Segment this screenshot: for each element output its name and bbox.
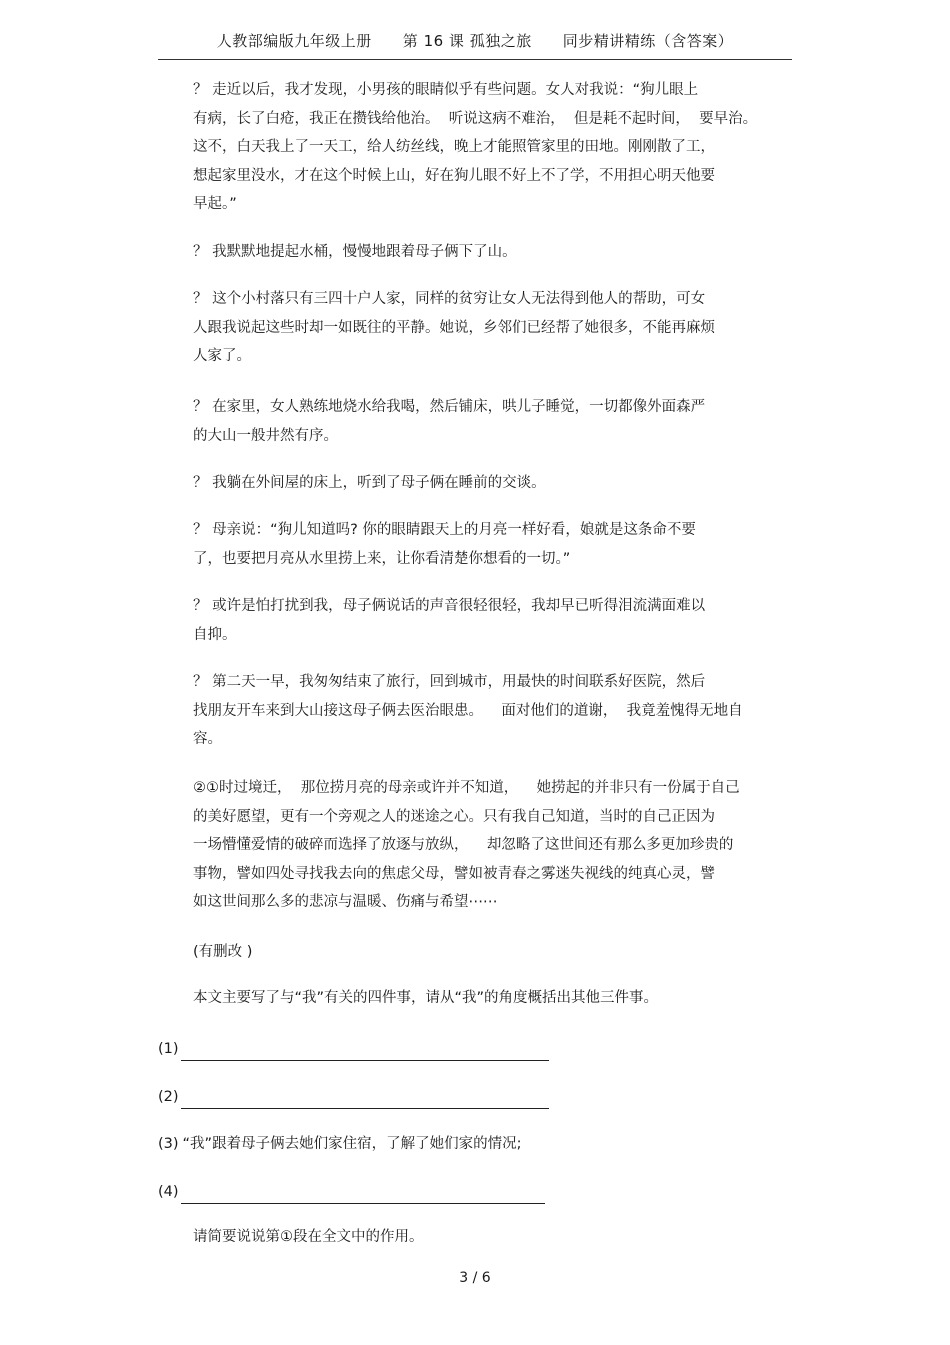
answer-blank[interactable] <box>181 1042 549 1061</box>
text-line: 人家了。 <box>193 348 251 364</box>
paragraph-5 <box>193 469 546 498</box>
text-line: 自抑。 <box>193 626 237 643</box>
paragraph-3 <box>193 285 715 371</box>
source-note <box>193 938 252 967</box>
answer-label: (1) <box>158 1041 179 1057</box>
text-line: ？ 我躺在外间屋的床上，听到了母子俩在睡前的交谈。 <box>193 475 546 491</box>
paragraph-4 <box>193 393 705 450</box>
paragraph-1 <box>193 76 757 219</box>
paragraph-6 <box>193 516 696 573</box>
answer-row-4 <box>158 1180 545 1204</box>
answer-label: (3) <box>158 1136 179 1152</box>
text-line: ②①时过境迁， 那位捞月亮的母亲或许并不知道， 她捞起的并非只有一份属于自己 <box>193 780 740 796</box>
page-number: 3 / 6 <box>459 1270 491 1286</box>
text-line: 请简要说说第①段在全文中的作用。 <box>193 1229 424 1245</box>
page-header: 人教部编版九年级上册 第 16 课 孤独之旅 同步精讲精练（含答案） <box>216 32 734 50</box>
text-line: ？ 在家里，女人熟练地烧水给我喝，然后铺床，哄儿子睡觉，一切都像外面森严 <box>193 399 706 415</box>
text-line: ？ 走近以后，我才发现，小男孩的眼睛似乎有些问题。女人对我说：“狗儿眼上 <box>193 82 699 98</box>
text-line: 事物，譬如四处寻找我去向的焦虑父母，譬如被青春之雾迷失视线的纯真心灵，譬 <box>193 865 715 882</box>
text-line: 本文主要写了与“我”有关的四件事，请从“我”的角度概括出其他三件事。 <box>193 990 659 1006</box>
paragraph-8 <box>193 668 743 754</box>
answer-row-2 <box>158 1085 549 1109</box>
answer-label: (4) <box>158 1184 179 1200</box>
text-line: 容。 <box>193 731 222 747</box>
text-line: ？ 或许是怕打扰到我，母子俩说话的声音很轻很轻，我却早已听得泪流满面难以 <box>193 598 706 614</box>
answer-label: (2) <box>158 1089 179 1105</box>
text-line: 的大山一般井然有序。 <box>193 427 338 444</box>
answer-row-1 <box>158 1037 549 1061</box>
text-line: 找朋友开车来到大山接这母子俩去医治眼患。 面对他们的道谢， 我竟羞愧得无地自 <box>193 702 743 719</box>
question-1 <box>193 984 658 1013</box>
text-line: 这不，白天我上了一天工，给人纺丝线，晚上才能照管家里的田地。刚刚散了工， <box>193 139 715 155</box>
text-line: ？ 我默默地提起水桶，慢慢地跟着母子俩下了山。 <box>193 244 517 260</box>
paragraph-7 <box>193 592 705 649</box>
text-line: 人跟我说起这些时却一如既往的平静。她说，乡邻们已经帮了她很多，不能再麻烦 <box>193 319 715 336</box>
text-line: 了，也要把月亮从水里捞上来，让你看清楚你想看的一切。” <box>193 550 571 567</box>
text-line: ？ 第二天一早，我匆匆结束了旅行，回到城市，用最快的时间联系好医院，然后 <box>193 674 706 690</box>
text-line: ？ 母亲说：“狗儿知道吗? 你的眼睛跟天上的月亮一样好看，娘就是这条命不要 <box>193 522 696 538</box>
text-line: 有病，长了白疮，我正在攒钱给他治。 听说这病不难治， 但是耗不起时间， 要早治。 <box>193 110 758 127</box>
text-line: 早起。” <box>193 196 237 212</box>
text-line: 的美好愿望，更有一个旁观之人的迷途之心。只有我自己知道，当时的自己正因为 <box>193 808 715 825</box>
answer-blank[interactable] <box>181 1185 545 1204</box>
answer-text: “我”跟着母子俩去她们家住宿，了解了她们家的情况; <box>182 1136 522 1152</box>
answer-blank[interactable] <box>181 1090 549 1109</box>
text-line: 一场懵懂爱情的破碎而选择了放逐与放纵， 却忽略了这世间还有那么多更加珍贵的 <box>193 837 734 853</box>
paragraph-9 <box>193 774 740 917</box>
paragraph-2 <box>193 238 517 267</box>
header-divider <box>158 59 792 60</box>
text-line: ？ 这个小村落只有三四十户人家，同样的贫穷让女人无法得到他人的帮助，可女 <box>193 291 706 307</box>
text-line: (有删改 ) <box>193 944 253 960</box>
answer-row-3 <box>158 1132 521 1156</box>
question-2 <box>193 1223 424 1252</box>
text-line: 想起家里没水，才在这个时候上山，好在狗儿眼不好上不了学，不用担心明天他要 <box>193 167 715 184</box>
text-line: 如这世间那么多的悲凉与温暖、伤痛与希望⋯⋯ <box>193 894 498 910</box>
